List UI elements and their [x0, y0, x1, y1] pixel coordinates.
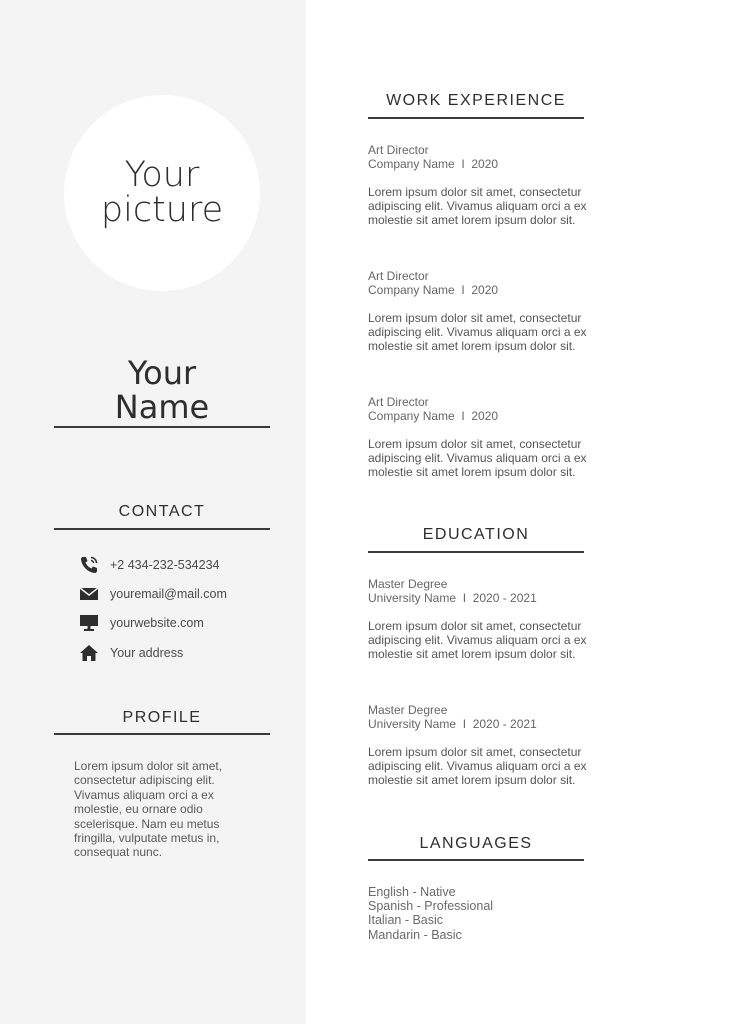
picture-line-2: picture [100, 190, 224, 230]
contact-website[interactable] [78, 612, 204, 634]
degree-school: University Name I 2020 - 2021 [368, 717, 537, 731]
home-icon [78, 643, 100, 663]
education-entry [368, 703, 628, 787]
phone-text: +2 434-232-534234 [110, 558, 220, 572]
job-description: Lorem ipsum dolor sit amet, consectetur adipiscing elit. Vivamus aliquam orci a ex molestie sit amet lorem ipsum dolor sit. [368, 311, 587, 353]
job-title: Art Director [368, 269, 429, 283]
language-item: Mandarin - Basic [368, 927, 462, 942]
profile-divider [54, 733, 270, 735]
name-divider [54, 426, 270, 428]
language-item: Italian - Basic [368, 913, 444, 928]
website-text: yourwebsite.com [110, 616, 204, 630]
job-description: Lorem ipsum dolor sit amet, consectetur adipiscing elit. Vivamus aliquam orci a ex molestie sit amet lorem ipsum dolor sit. [368, 185, 587, 227]
education-divider [368, 551, 584, 553]
work-entry [368, 269, 628, 353]
job-title: Art Director [368, 395, 429, 409]
profile-heading: PROFILE [122, 709, 202, 726]
name-line-2: Name [114, 388, 210, 426]
degree-description: Lorem ipsum dolor sit amet, consectetur adipiscing elit. Vivamus aliquam orci a ex molestie sit amet lorem ipsum dolor sit. [368, 745, 587, 787]
picture-placeholder-text [100, 155, 224, 230]
languages-heading: LANGUAGES [419, 835, 533, 852]
job-company: Company Name I 2020 [368, 283, 499, 297]
education-heading: EDUCATION [422, 526, 530, 543]
degree-title: Master Degree [368, 703, 448, 717]
degree-school: University Name I 2020 - 2021 [368, 591, 537, 605]
languages-divider [368, 859, 584, 861]
work-experience-divider [368, 117, 584, 119]
work-entry [368, 395, 628, 479]
education-entry [368, 577, 628, 661]
email-text: youremail@mail.com [110, 587, 227, 601]
degree-description: Lorem ipsum dolor sit amet, consectetur adipiscing elit. Vivamus aliquam orci a ex molestie sit amet lorem ipsum dolor sit. [368, 619, 587, 661]
monitor-icon [78, 613, 100, 633]
name-line-1: Your [127, 354, 197, 392]
job-company: Company Name I 2020 [368, 409, 499, 423]
mail-icon [78, 584, 100, 604]
contact-divider [54, 528, 270, 530]
profile-text: Lorem ipsum dolor sit amet, consectetur adipiscing elit. Vivamus aliquam orci a ex molestie, eu ornare odio scelerisque. Nam eu metus fringilla, vulputate metus in, consequat nunc. [74, 759, 223, 860]
profile-picture-placeholder[interactable] [64, 95, 260, 291]
language-item: English - Native [368, 885, 456, 899]
picture-line-1: Your [124, 155, 200, 195]
degree-title: Master Degree [368, 577, 448, 591]
job-description: Lorem ipsum dolor sit amet, consectetur adipiscing elit. Vivamus aliquam orci a ex molestie sit amet lorem ipsum dolor sit. [368, 437, 587, 479]
person-name [54, 356, 270, 424]
language-item: Spanish - Professional [368, 899, 494, 914]
contact-email[interactable] [78, 583, 227, 605]
contact-address[interactable] [78, 642, 183, 664]
work-entry [368, 143, 628, 227]
work-experience-heading: WORK EXPERIENCE [386, 92, 566, 109]
address-text: Your address [110, 646, 184, 660]
phone-icon [78, 555, 100, 575]
contact-heading: CONTACT [118, 503, 206, 520]
job-company: Company Name I 2020 [368, 157, 499, 171]
job-title: Art Director [368, 143, 429, 157]
languages-list [368, 885, 493, 942]
contact-phone[interactable] [78, 554, 219, 576]
